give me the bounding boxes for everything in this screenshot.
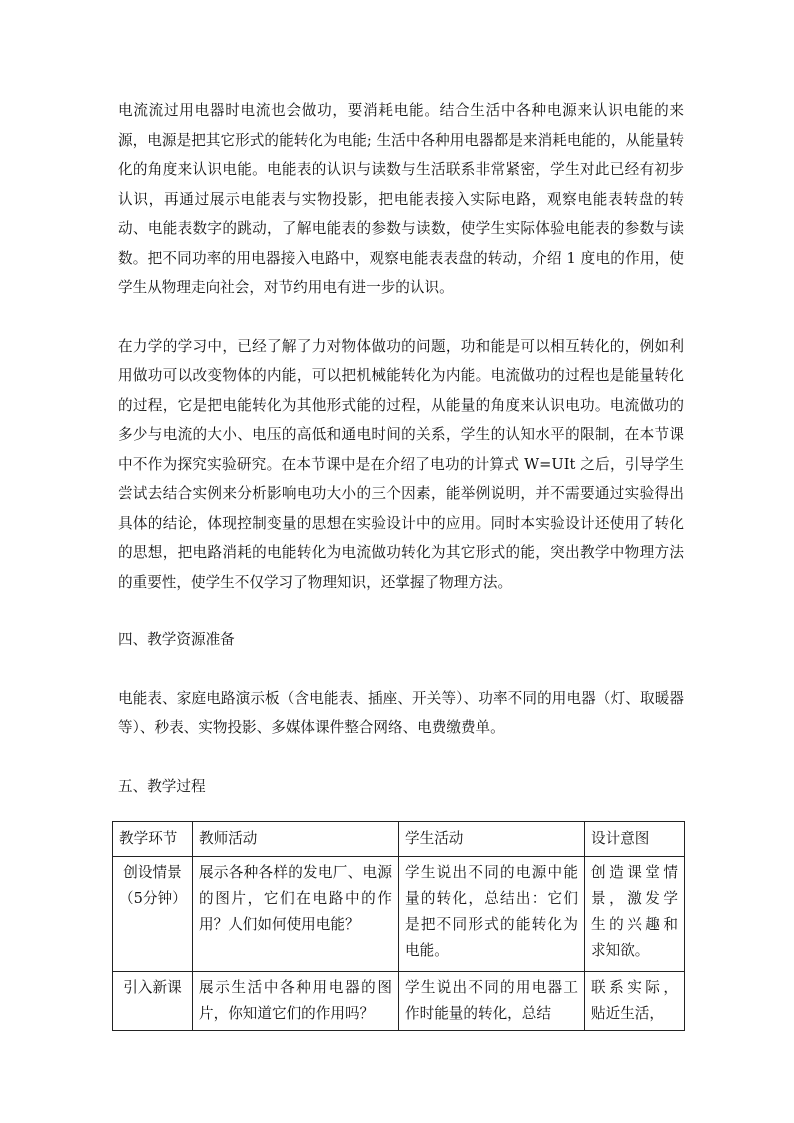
cell-student: 学生说出不同的电源中能量的转化，总结出：它们是把不同形式的能转化为电能。: [399, 857, 585, 972]
header-cell-student: 学生活动: [399, 822, 585, 857]
header-cell-stage: 教学环节: [113, 822, 193, 857]
paragraph-electric-energy: 电流流过用电器时电流也会做功，要消耗电能。结合生活中各种电源来认识电能的来源，电源是把其它形式的能转化为电能; 生活中各种用电器都是来消耗电能的，从能量转化的角度来认识电能。电能表的认识与读数与生活联系非常紧密，学生对此已经有初步认识，再通过展示电能表与实物投影，把电能表接入实际电路，观察电能表转盘的转动、电能表数字的跳动，了解电能表的参数与读数，使学生实际体验电能表的参数与读数。把不同功率的用电器接入电路中，观察电能表表盘的转动，介绍 1 度电的作用，使学生从物理走向社会，对节约用电有进一步的认识。: [118, 102, 684, 296]
header-cell-intent: 设计意图: [585, 822, 685, 857]
teaching-process-table: [112, 821, 685, 1031]
section-heading-process: 五、教学过程: [118, 777, 206, 795]
cell-student: 学生说出不同的用电器工作时能量的转化，总结: [399, 972, 585, 1031]
table-row: [113, 857, 685, 972]
section-heading-resources: 四、教学资源准备: [118, 631, 235, 648]
cell-intent: 创造课堂情景，激发学生的兴趣和求知欲。: [585, 857, 685, 972]
paragraph-resources: 电能表、家庭电路演示板（含电能表、插座、开关等）、功率不同的用电器（灯、取暖器等）、秒表、实物投影、多媒体课件整合网络、电费缴费单。: [118, 689, 684, 736]
cell-teacher: 展示各种各样的发电厂、电源的图片，它们在电路中的作用？人们如何使用电能？: [193, 857, 399, 972]
header-cell-teacher: 教师活动: [193, 822, 399, 857]
table-header-row: [113, 822, 685, 857]
document-page: [118, 96, 684, 1031]
cell-intent: 联系实际，贴近生活，: [585, 972, 685, 1031]
cell-teacher: 展示生活中各种用电器的图片，你知道它们的作用吗？: [193, 972, 399, 1031]
cell-stage: 创设情景（5分钟）: [113, 857, 193, 972]
paragraph-electric-work: 在力学的学习中，已经了解了力对物体做功的问题，功和能是可以相互转化的，例如利用做功可以改变物体的内能，可以把机械能转化为内能。电流做功的过程也是能量转化的过程，它是把电能转化为其他形式能的过程，从能量的角度来认识电功。电流做功的多少与电流的大小、电压的高低和通电时间的关系，学生的认知水平的限制，在本节课中不作为探究实验研究。在本节课中是在介绍了电功的计算式 W=UIt 之后，引导学生尝试去结合实例来分析影响电功大小的三个因素，能举例说明，并不需要通过实验得出具体的结论，体现控制变量的思想在实验设计中的应用。同时本实验设计还使用了转化的思想，把电路消耗的电能转化为电流做功转化为其它形式的能，突出教学中物理方法的重要性，使学生不仅学习了物理知识，还掌握了物理方法。: [118, 337, 684, 591]
table-row: [113, 972, 685, 1031]
cell-stage: 引入新课: [113, 972, 193, 1031]
